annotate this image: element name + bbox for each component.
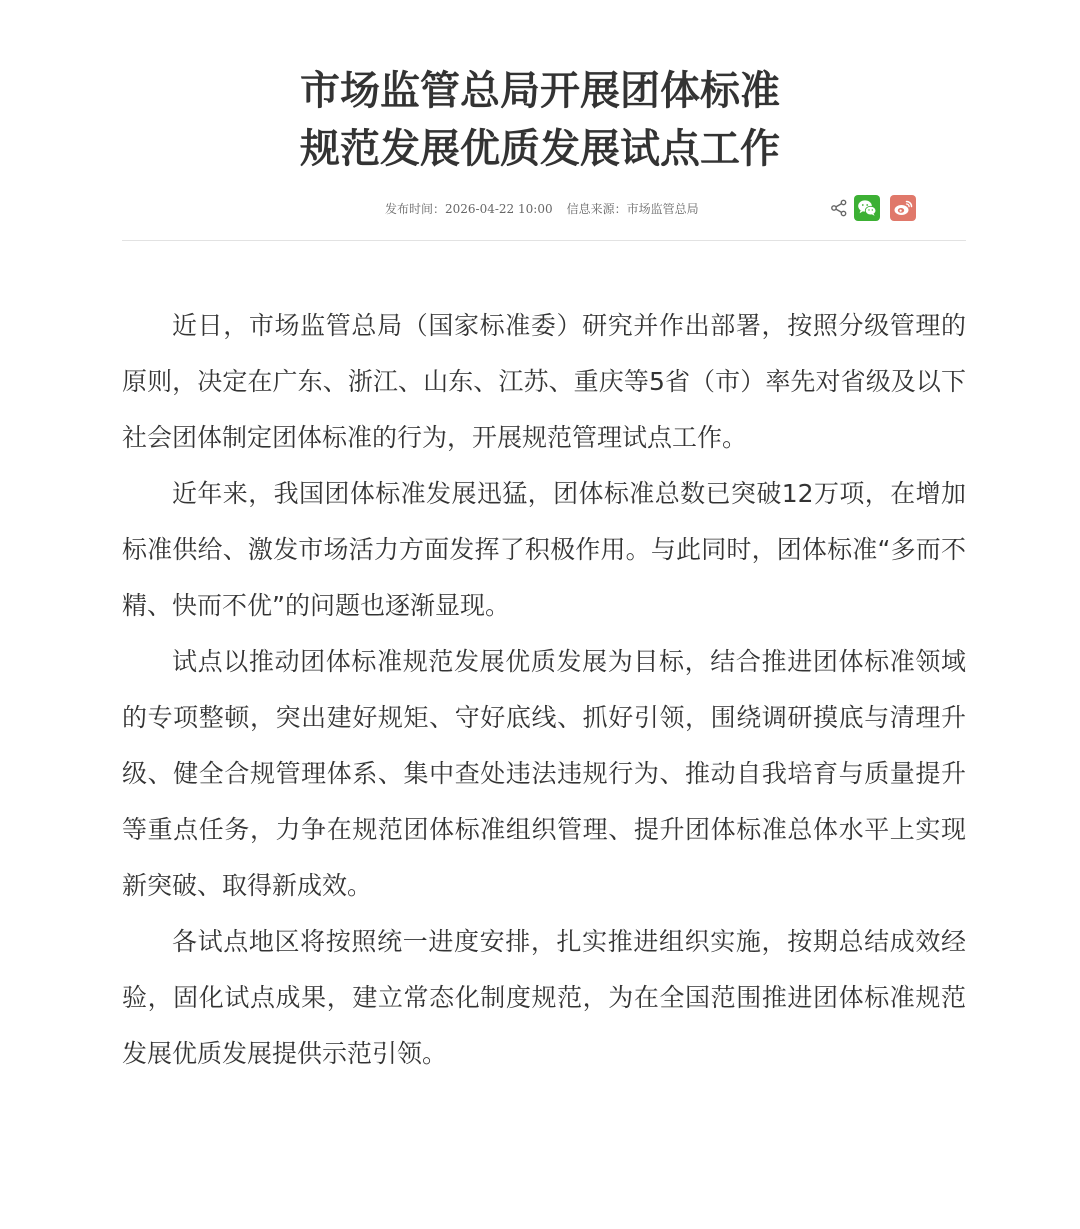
paragraph: 试点以推动团体标准规范发展优质发展为目标，结合推进团体标准领域的专项整顿，突出建好规矩、守好底线、抓好引领，围绕调研摸底与清理升级、健全合规管理体系、集中查处违法违规行为、推动自我培育与质量提升等重点任务，力争在规范团体标准组织管理、提升团体标准总体水平上实现新突破、取得新成效。 xyxy=(122,647,966,900)
info-source: 信息来源：市场监管总局 xyxy=(566,202,699,216)
publish-time: 发布时间：2026-04-22 10:00 xyxy=(385,202,553,216)
weibo-icon[interactable] xyxy=(890,195,916,221)
article-title xyxy=(0,62,1080,178)
article-title-line-1: 市场监管总局开展团体标准 xyxy=(300,68,780,114)
wechat-icon[interactable] xyxy=(854,195,880,221)
article-body xyxy=(122,298,966,1082)
article-title-line-2: 规范发展优质发展试点工作 xyxy=(300,126,780,172)
share-icon[interactable] xyxy=(828,197,850,219)
article-meta xyxy=(385,200,699,218)
paragraph: 近年来，我国团体标准发展迅猛，团体标准总数已突破12万项，在增加标准供给、激发市场活力方面发挥了积极作用。与此同时，团体标准“多而不精、快而不优”的问题也逐渐显现。 xyxy=(122,479,966,620)
share-bar xyxy=(828,194,916,222)
paragraph: 近日，市场监管总局（国家标准委）研究并作出部署，按照分级管理的原则，决定在广东、浙江、山东、江苏、重庆等5省（市）率先对省级及以下社会团体制定团体标准的行为，开展规范管理试点工作。 xyxy=(122,311,966,452)
header-divider xyxy=(122,240,966,241)
paragraph: 各试点地区将按照统一进度安排，扎实推进组织实施，按期总结成效经验，固化试点成果，建立常态化制度规范，为在全国范围推进团体标准规范发展优质发展提供示范引领。 xyxy=(122,927,966,1068)
